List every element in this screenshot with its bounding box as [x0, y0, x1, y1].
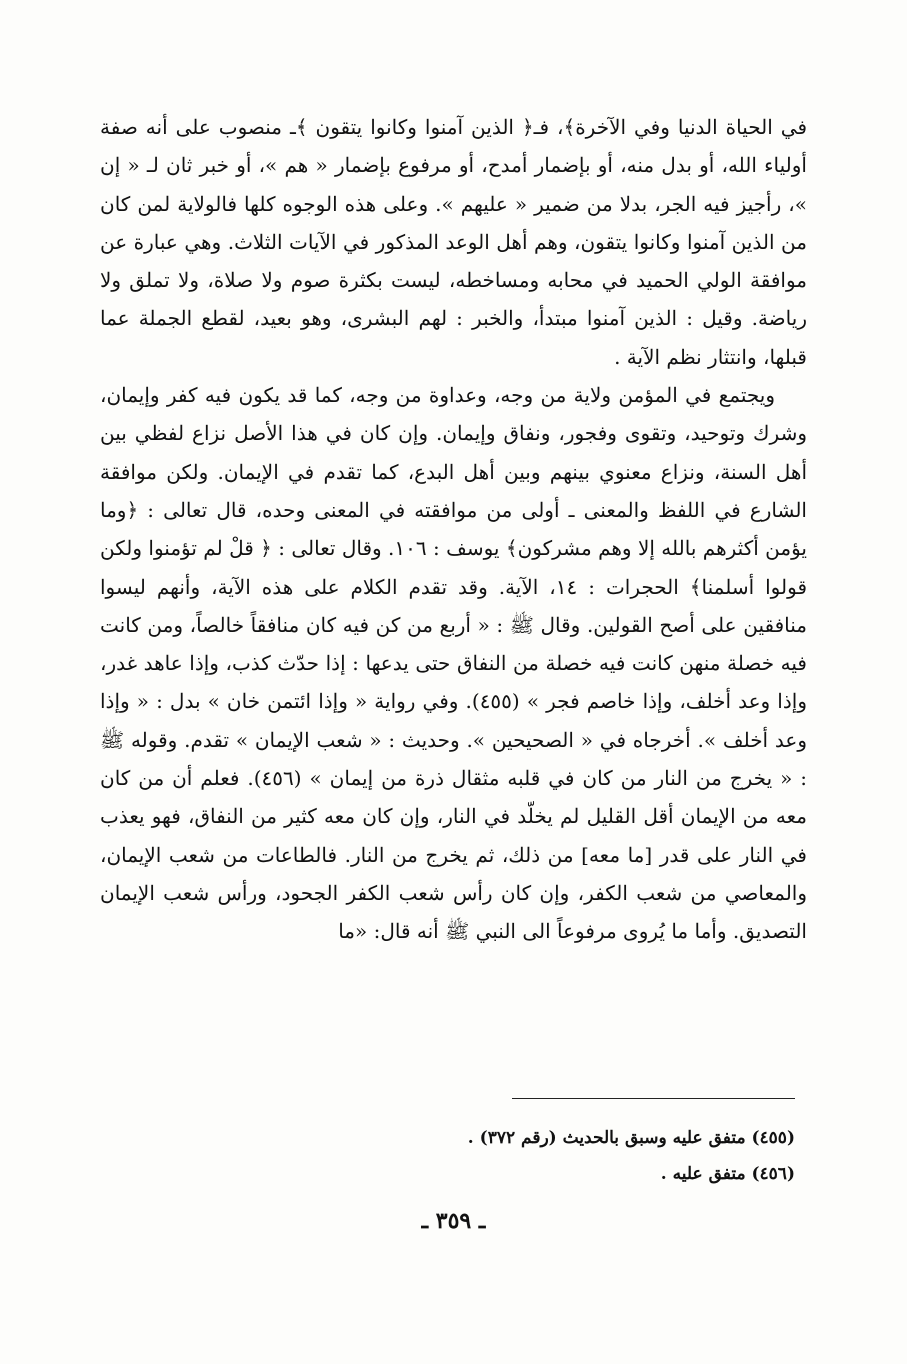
paragraph-1: في الحياة الدنيا وفي الآخرة﴾، فـ﴿ الذين آمنوا وكانوا يتقون ﴾ـ منصوب على أنه صفة أولياء الله، أو بدل منه، أو بإضمار أمدح، أو مرفوع بإضمار « هم »، أو خبر ثان لـ « إن »، رأجيز فيه الجر، بدلا من ضمير « عليهم ». وعلى هذه الوجوه كلها فالولاية لمن كان من الذين آمنوا وكانوا يتقون، وهم أهل الوعد المذكور في الآيات الثلاث. وهي عبارة عن موافقة الولي الحميد في محابه ومساخطه، ليست بكثرة صوم ولا صلاة، ولا تملق ولا رياضة. وقيل : الذين آمنوا مبتدأ، والخبر : لهم البشرى، وهو بعيد، لقطع الجملة عما قبلها، وانتثار نظم الآية . — [100, 115, 807, 369]
footnote-455: (٤٥٥) متفق عليه وسبق بالحديث (رقم ٣٧٢) . — [467, 1128, 795, 1148]
page-number: ـ ٣٥٩ ـ — [421, 1208, 486, 1234]
footnotes — [400, 1120, 795, 1192]
main-text — [100, 108, 807, 951]
footnote-456: (٤٥٦) متفق عليه . — [660, 1164, 795, 1184]
footnote-divider — [512, 1098, 795, 1099]
paragraph-2: ويجتمع في المؤمن ولاية من وجه، وعداوة من وجه، كما قد يكون فيه كفر وإيمان، وشرك وتوحيد، وتقوى وفجور، ونفاق وإيمان. وإن كان في هذا الأصل نزاع لفظي بين أهل السنة، ونزاع معنوي بينهم وبين أهل البدع، كما تقدم في الإيمان. ولكن موافقة الشارع في اللفظ والمعنى ـ أولى من موافقته في المعنى وحده، قال تعالى : ﴿وما يؤمن أكثرهم بالله إلا وهم مشركون﴾ يوسف : ١٠٦. وقال تعالى : ﴿ قلْ لم تؤمنوا ولكن قولوا أسلمنا﴾ الحجرات : ١٤، الآية. وقد تقدم الكلام على هذه الآية، وأنهم ليسوا منافقين على أصح القولين. وقال ﷺ : « أربع من كن فيه كان منافقاً خالصاً، ومن كانت فيه خصلة منهن كانت فيه خصلة من النفاق حتى يدعها : إذا حدّث كذب، وإذا عاهد غدر، وإذا وعد أخلف، وإذا خاصم فجر » (٤٥٥). وفي رواية « وإذا ائتمن خان » بدل : « وإذا وعد أخلف ». أخرجاه في « الصحيحين ». وحديث : « شعب الإيمان » تقدم. وقوله ﷺ : « يخرج من النار من كان في قلبه مثقال ذرة من إيمان » (٤٥٦). فعلم أن من كان معه من الإيمان أقل القليل لم يخلّد في النار، وإن كان معه كثير من النفاق، فهو يعذب في النار على قدر [ما معه] من ذلك، ثم يخرج من النار. فالطاعات من شعب الإيمان، والمعاصي من شعب الكفر، وإن كان رأس شعب الكفر الجحود، ورأس شعب الإيمان التصديق. وأما ما يُروى مرفوعاً الى النبي ﷺ أنه قال: «ما — [100, 383, 808, 944]
